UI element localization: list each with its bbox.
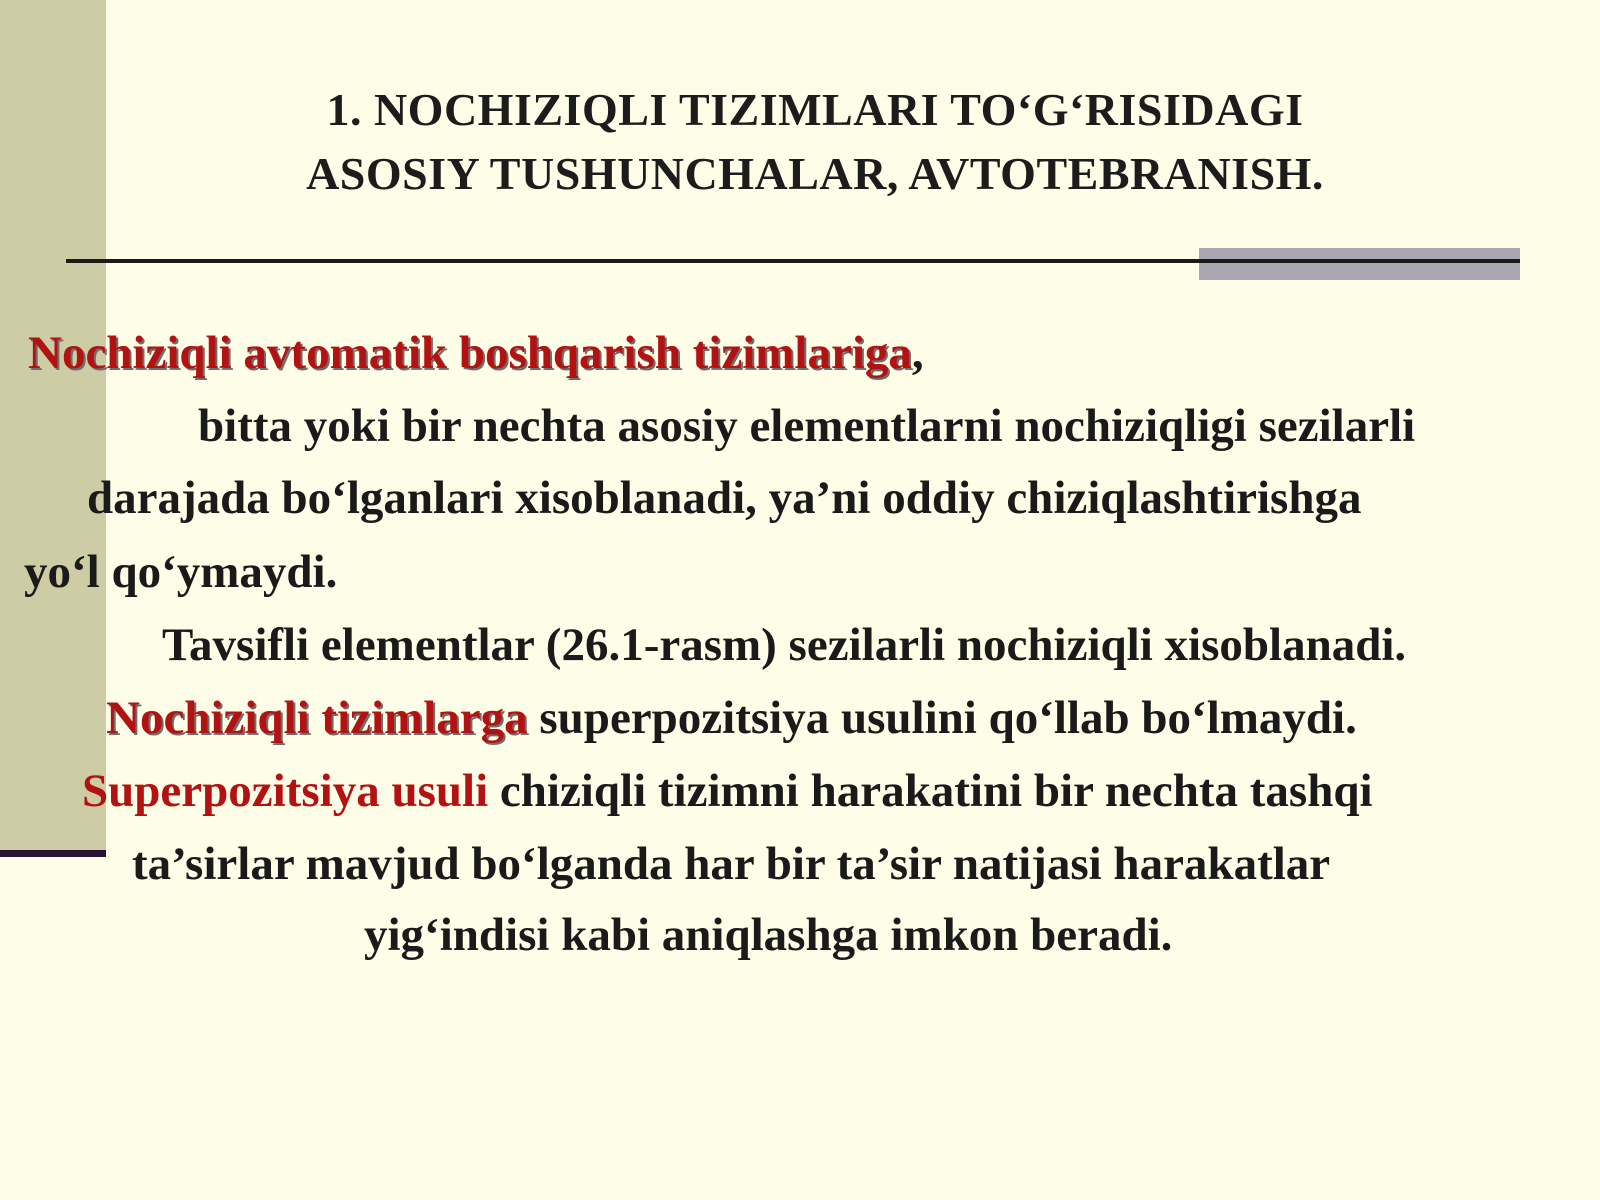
paragraph-4-line-2: ta’sirlar mavjud bo‘lganda har bir ta’sir natijasi harakatlar: [132, 838, 1331, 890]
slide-title-line-2: ASOSIY TUSHUNCHALAR, AVTOTEBRANISH.: [306, 148, 1324, 199]
slide-title-line-1: 1. NOCHIZIQLI TIZIMLARI TO‘G‘RISIDAGI: [326, 84, 1304, 135]
paragraph-4-text: chiziqli tizimni harakatini bir nechta tashqi: [488, 765, 1373, 817]
paragraph-2-line-1: Tavsifli elementlar (26.1-rasm) sezilarli nochiziqli xisoblanadi.: [162, 619, 1407, 671]
highlighted-term: Superpozitsiya usuli: [82, 765, 489, 817]
paragraph-4-line-3: yig‘indisi kabi aniqlashga imkon beradi.: [364, 909, 1173, 961]
paragraph-1-line-4: yo‘l qo‘ymaydi.: [24, 546, 338, 598]
comma-text: ,: [911, 327, 924, 379]
paragraph-1-line-2: bitta yoki bir nechta asosiy elementlarni nochiziqligi sezilarli: [198, 400, 1416, 452]
highlighted-term: Nochiziqli avtomatik boshqarish tizimlariga: [28, 327, 912, 379]
paragraph-4-line-1: [82, 763, 1373, 819]
paragraph-3-text: superpozitsiya usulini qo‘llab bo‘lmaydi.: [527, 692, 1357, 744]
highlighted-term: Nochiziqli tizimlarga: [106, 692, 528, 744]
paragraph-3-line-1: [106, 690, 1357, 746]
paragraph-1-line-3: darajada bo‘lganlari xisoblanadi, ya’ni oddiy chiziqlashtirishga: [87, 472, 1362, 524]
paragraph-1-line-1: [28, 325, 924, 381]
